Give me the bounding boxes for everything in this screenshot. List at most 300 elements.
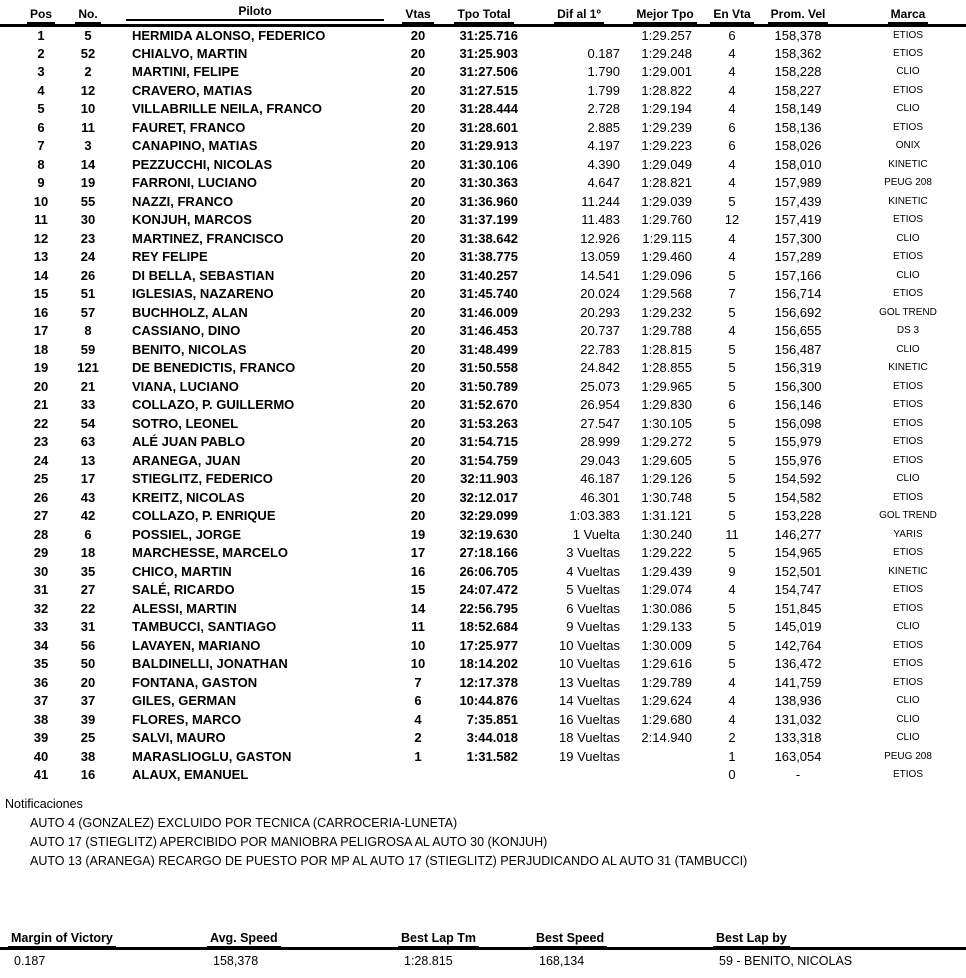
dif-al-1-cell: 46.301: [580, 489, 620, 505]
marca-cell: ETIOS: [892, 288, 923, 300]
tpo-total-cell: [440, 766, 528, 785]
piloto-cell: REY FELIPE: [132, 249, 208, 265]
table-row: [0, 710, 966, 729]
tpo-total-cell: 31:37.199: [459, 212, 518, 228]
dif-al-1-cell: 22.783: [580, 341, 620, 357]
piloto-cell: SALÉ, RICARDO: [132, 582, 235, 598]
table-row: [0, 377, 966, 396]
vtas-cell: 20: [410, 323, 426, 339]
table-row: [0, 174, 966, 193]
prom-vel-cell: 146,277: [774, 526, 822, 542]
tpo-total-cell: 31:25.716: [459, 28, 518, 43]
mejor-tpo-cell: 1:29.001: [641, 64, 692, 80]
piloto-cell: VILLABRILLE NEILA, FRANCO: [132, 101, 322, 117]
column-header-marca: Marca: [832, 2, 966, 26]
mejor-tpo-cell: 1:29.616: [641, 656, 692, 672]
mejor-tpo-cell: 1:29.049: [641, 156, 692, 172]
table-row: [0, 81, 966, 100]
piloto-cell: CHICO, MARTIN: [132, 563, 232, 579]
pos-cell: 1: [37, 28, 45, 43]
dif-al-1-cell: 13 Vueltas: [559, 674, 620, 690]
marca-cell: ETIOS: [892, 436, 923, 448]
tpo-total-cell: 31:27.515: [459, 82, 518, 98]
mejor-tpo-cell: 1:29.039: [641, 193, 692, 209]
marca-cell: ETIOS: [892, 602, 923, 614]
marca-cell: PEUG 208: [884, 750, 932, 762]
pos-cell: 6: [37, 119, 45, 135]
prom-vel-cell: 154,582: [774, 489, 822, 505]
table-row: [0, 26, 966, 45]
summary-value: 0.187: [14, 954, 46, 968]
piloto-cell: CHIALVO, MARTIN: [132, 45, 248, 61]
marca-cell: ETIOS: [892, 769, 923, 781]
prom-vel-cell: 158,136: [774, 119, 822, 135]
mejor-tpo-cell: 1:29.272: [641, 434, 692, 450]
dif-al-1-cell: 1.799: [587, 82, 620, 98]
no-cell: 50: [80, 656, 96, 672]
tpo-total-cell: 22:56.795: [459, 600, 518, 616]
no-cell: 16: [80, 767, 96, 783]
mejor-tpo-cell: 1:30.105: [641, 415, 692, 431]
mejor-tpo-cell: 1:30.009: [641, 637, 692, 653]
table-row: [0, 285, 966, 304]
tpo-total-cell: 1:31.582: [466, 748, 518, 764]
piloto-cell: MARASLIOGLU, GASTON: [132, 748, 292, 764]
prom-vel-cell: 136,472: [774, 656, 822, 672]
summary-label: Margin of Victory: [8, 931, 207, 945]
no-cell: 22: [80, 600, 96, 616]
prom-vel-cell: 156,146: [774, 397, 822, 413]
en-vta-cell: 4: [728, 101, 736, 117]
prom-vel-cell: 145,019: [774, 619, 822, 635]
column-header-en-vta: En Vta: [700, 2, 764, 26]
column-header-no: No.: [62, 2, 114, 26]
tpo-total-cell: 18:52.684: [459, 619, 518, 635]
marca-cell: ETIOS: [892, 676, 923, 688]
tpo-total-cell: 12:17.378: [459, 674, 518, 690]
mejor-tpo-cell: 1:28.822: [641, 82, 692, 98]
piloto-cell: DI BELLA, SEBASTIAN: [132, 267, 275, 283]
column-header-vtas: Vtas: [396, 2, 440, 26]
no-cell: 24: [80, 249, 96, 265]
vtas-cell: 20: [410, 156, 426, 172]
vtas-cell: 20: [410, 452, 426, 468]
tpo-total-cell: 31:50.789: [459, 378, 518, 394]
tpo-total-cell: 31:46.009: [459, 304, 518, 320]
piloto-cell: MARCHESSE, MARCELO: [132, 545, 289, 561]
piloto-cell: TAMBUCCI, SANTIAGO: [132, 619, 277, 635]
vtas-cell: 10: [410, 637, 426, 653]
table-row: [0, 673, 966, 692]
table-row: [0, 692, 966, 711]
vtas-cell: 20: [410, 249, 426, 265]
notification-item: AUTO 13 (ARANEGA) RECARGO DE PUESTO POR MP AL AUTO 17 (STIEGLITZ) PERJUDICANDO AL AUTO 31 (TAMBUCCI): [30, 854, 748, 868]
pos-cell: 35: [33, 656, 49, 672]
en-vta-cell: 4: [728, 64, 736, 80]
table-row: [0, 470, 966, 489]
tpo-total-cell: 31:48.499: [459, 341, 518, 357]
no-cell: 55: [80, 193, 96, 209]
vtas-cell: 20: [410, 230, 426, 246]
notification-item: AUTO 4 (GONZALEZ) EXCLUIDO POR TECNICA (CARROCERIA-LUNETA): [30, 816, 458, 830]
pos-cell: 7: [37, 138, 45, 154]
results-table: [0, 2, 966, 784]
vtas-cell: 17: [410, 545, 426, 561]
marca-cell: ETIOS: [892, 658, 923, 670]
pos-cell: 3: [37, 64, 45, 80]
summary-value: 158,378: [213, 954, 259, 968]
prom-vel-cell: 158,010: [774, 156, 822, 172]
piloto-cell: ARANEGA, JUAN: [132, 452, 241, 468]
pos-cell: 33: [33, 619, 49, 635]
vtas-cell: 20: [410, 64, 426, 80]
prom-vel-cell: 163,054: [774, 748, 822, 764]
column-header-mejor-tpo: Mejor Tpo: [630, 2, 700, 26]
tpo-total-cell: 32:12.017: [459, 489, 518, 505]
pos-cell: 16: [33, 304, 49, 320]
pos-cell: 40: [33, 748, 49, 764]
en-vta-cell: 6: [728, 138, 736, 154]
mejor-tpo-cell: 1:29.460: [641, 249, 692, 265]
vtas-cell: 4: [414, 711, 422, 727]
table-row: [0, 229, 966, 248]
piloto-cell: FAURET, FRANCO: [132, 119, 246, 135]
table-row: [0, 137, 966, 156]
en-vta-cell: 11: [725, 526, 739, 542]
column-header-dif-al-1: Dif al 1º: [528, 2, 630, 26]
dif-al-1-cell: 6 Vueltas: [566, 600, 620, 616]
vtas-cell: 7: [414, 674, 422, 690]
dif-al-1-cell: 20.293: [580, 304, 620, 320]
vtas-cell: 20: [410, 304, 426, 320]
pos-cell: 36: [33, 674, 49, 690]
mejor-tpo-cell: 1:29.257: [641, 28, 692, 43]
mejor-tpo-cell: 1:29.115: [642, 230, 692, 246]
piloto-cell: ALESSI, MARTIN: [132, 600, 237, 616]
en-vta-cell: 5: [728, 471, 736, 487]
table-row: [0, 544, 966, 563]
mejor-tpo-cell: 1:29.194: [641, 101, 692, 117]
notifications-section: [0, 795, 966, 871]
column-header-tpo-total: Tpo Total: [440, 2, 528, 26]
summary-value-row: [0, 950, 966, 968]
mejor-tpo-cell: 1:29.680: [641, 711, 692, 727]
no-cell: 39: [80, 711, 96, 727]
no-cell: 21: [80, 378, 96, 394]
pos-cell: 11: [34, 212, 48, 228]
piloto-cell: GILES, GERMAN: [132, 693, 237, 709]
pos-cell: 22: [33, 415, 49, 431]
no-cell: 12: [80, 82, 96, 98]
summary-value: 1:28.815: [404, 954, 453, 968]
piloto-cell: NAZZI, FRANCO: [132, 193, 234, 209]
en-vta-cell: 6: [728, 28, 736, 43]
en-vta-cell: 5: [728, 637, 736, 653]
en-vta-cell: 5: [728, 304, 736, 320]
vtas-cell: 20: [410, 341, 426, 357]
table-row: [0, 396, 966, 415]
table-row: [0, 655, 966, 674]
vtas-cell: [396, 766, 440, 785]
summary-label: Best Lap Tm: [398, 931, 533, 945]
table-row: [0, 100, 966, 119]
vtas-cell: 20: [410, 119, 426, 135]
marca-cell: ONIX: [895, 140, 921, 152]
prom-vel-cell: 153,228: [774, 508, 822, 524]
pos-cell: 29: [33, 545, 49, 561]
mejor-tpo-cell: 1:30.240: [641, 526, 692, 542]
table-row: [0, 562, 966, 581]
mejor-tpo-cell: 1:29.126: [641, 471, 692, 487]
vtas-cell: 10: [410, 656, 426, 672]
piloto-cell: FLORES, MARCO: [132, 711, 242, 727]
prom-vel-cell: 151,845: [774, 600, 822, 616]
tpo-total-cell: 31:36.960: [459, 193, 518, 209]
no-cell: 30: [80, 212, 96, 228]
tpo-total-cell: 32:11.903: [460, 471, 518, 487]
dif-al-1-cell: 12.926: [580, 230, 620, 246]
en-vta-cell: 4: [728, 230, 736, 246]
prom-vel-cell: 158,228: [774, 64, 822, 80]
dif-al-1-cell: 28.999: [580, 434, 620, 450]
en-vta-cell: 1: [728, 748, 736, 764]
en-vta-cell: 5: [728, 434, 736, 450]
vtas-cell: 6: [414, 693, 422, 709]
piloto-cell: MARTINI, FELIPE: [132, 64, 239, 80]
no-cell: 33: [80, 397, 96, 413]
mejor-tpo-cell: 1:29.760: [641, 212, 692, 228]
pos-cell: 23: [33, 434, 49, 450]
en-vta-cell: 5: [728, 360, 736, 376]
prom-vel-cell: 157,419: [774, 212, 822, 228]
en-vta-cell: 5: [728, 452, 736, 468]
no-cell: 121: [77, 360, 99, 376]
no-cell: 52: [80, 45, 96, 61]
en-vta-cell: 12: [724, 212, 740, 228]
en-vta-cell: 5: [728, 656, 736, 672]
pos-cell: 26: [33, 489, 49, 505]
no-cell: 6: [84, 526, 92, 542]
vtas-cell: 20: [410, 175, 426, 191]
no-cell: 13: [80, 452, 96, 468]
prom-vel-cell: 156,300: [774, 378, 822, 394]
no-cell: 42: [80, 508, 96, 524]
vtas-cell: 20: [410, 508, 426, 524]
en-vta-cell: 0: [728, 767, 736, 783]
mejor-tpo-cell: 1:29.133: [641, 619, 692, 635]
prom-vel-cell: 154,747: [774, 582, 822, 598]
mejor-tpo-cell: 1:29.965: [641, 378, 692, 394]
piloto-cell: MARTINEZ, FRANCISCO: [132, 230, 284, 246]
no-cell: 10: [80, 101, 96, 117]
marca-cell: ETIOS: [892, 584, 923, 596]
prom-vel-cell: 138,936: [774, 693, 822, 709]
piloto-cell: KREITZ, NICOLAS: [132, 489, 245, 505]
pos-cell: 27: [33, 508, 49, 524]
tpo-total-cell: 31:30.363: [459, 175, 518, 191]
marca-cell: CLIO: [896, 732, 920, 744]
no-cell: 2: [84, 64, 92, 80]
no-cell: 27: [80, 582, 96, 598]
summary-label: Best Speed: [533, 931, 713, 945]
piloto-cell: SOTRO, LEONEL: [132, 415, 239, 431]
tpo-total-cell: 32:29.099: [459, 508, 518, 524]
prom-vel-cell: 156,692: [774, 304, 822, 320]
prom-vel-cell: 156,319: [774, 360, 822, 376]
vtas-cell: 20: [410, 489, 426, 505]
no-cell: 20: [80, 674, 96, 690]
dif-al-1-cell: 14 Vueltas: [559, 693, 620, 709]
mejor-tpo-cell: 1:31.121: [641, 508, 692, 524]
tpo-total-cell: 26:06.705: [459, 563, 518, 579]
en-vta-cell: 6: [728, 119, 736, 135]
no-cell: 38: [80, 748, 96, 764]
piloto-cell: SALVI, MAURO: [132, 730, 226, 746]
vtas-cell: 20: [410, 212, 426, 228]
prom-vel-cell: 154,965: [774, 545, 822, 561]
dif-al-1-cell: 0.187: [587, 45, 620, 61]
piloto-cell: STIEGLITZ, FEDERICO: [132, 471, 273, 487]
table-row: [0, 63, 966, 82]
dif-al-1-cell: 25.073: [580, 378, 620, 394]
prom-vel-cell: 157,289: [774, 249, 822, 265]
en-vta-cell: 5: [728, 489, 736, 505]
table-row: [0, 747, 966, 766]
marca-cell: ETIOS: [892, 121, 923, 133]
table-row: [0, 525, 966, 544]
en-vta-cell: 4: [728, 693, 736, 709]
table-row: [0, 766, 966, 785]
no-cell: 23: [80, 230, 96, 246]
piloto-cell: ALAUX, EMANUEL: [132, 767, 249, 783]
table-row: [0, 618, 966, 637]
tpo-total-cell: 31:30.106: [459, 156, 518, 172]
table-row: [0, 192, 966, 211]
mejor-tpo-cell: 1:30.748: [641, 489, 692, 505]
vtas-cell: 19: [410, 526, 426, 542]
dif-al-1-cell: 1:03.383: [569, 508, 620, 524]
tpo-total-cell: 31:29.913: [459, 138, 518, 154]
en-vta-cell: 5: [728, 341, 736, 357]
pos-cell: 37: [33, 693, 49, 709]
en-vta-cell: 5: [728, 619, 736, 635]
marca-cell: ETIOS: [892, 47, 923, 59]
marca-cell: CLIO: [896, 473, 920, 485]
dif-al-1-cell: 46.187: [580, 471, 620, 487]
en-vta-cell: 4: [728, 156, 736, 172]
pos-cell: 34: [33, 637, 49, 653]
marca-cell: CLIO: [896, 66, 920, 78]
en-vta-cell: 4: [728, 45, 736, 61]
pos-cell: 5: [37, 101, 45, 117]
prom-vel-cell: 158,026: [774, 138, 822, 154]
marca-cell: KINETIC: [888, 158, 928, 170]
table-row: [0, 266, 966, 285]
prom-vel-cell: 155,979: [774, 434, 822, 450]
tpo-total-cell: 31:50.558: [459, 360, 518, 376]
tpo-total-cell: 31:52.670: [459, 397, 518, 413]
en-vta-cell: 4: [728, 82, 736, 98]
pos-cell: 4: [37, 82, 45, 98]
no-cell: 31: [80, 619, 96, 635]
piloto-cell: FONTANA, GASTON: [132, 674, 258, 690]
tpo-total-cell: 31:38.642: [459, 230, 518, 246]
vtas-cell: 2: [414, 730, 422, 746]
marca-cell: GOL TREND: [879, 306, 937, 318]
no-cell: 59: [80, 341, 96, 357]
marca-cell: KINETIC: [888, 565, 928, 577]
vtas-cell: 20: [410, 471, 426, 487]
prom-vel-cell: 155,976: [774, 452, 822, 468]
tpo-total-cell: 3:44.018: [466, 730, 518, 746]
prom-vel-cell: 158,362: [774, 45, 822, 61]
vtas-cell: 20: [410, 286, 426, 302]
tpo-total-cell: 7:35.851: [466, 711, 518, 727]
marca-cell: ETIOS: [892, 639, 923, 651]
no-cell: 19: [80, 175, 96, 191]
piloto-cell: ALÉ JUAN PABLO: [132, 434, 246, 450]
dif-al-1-cell: 2.728: [587, 101, 620, 117]
column-header-pos: Pos: [0, 2, 62, 26]
vtas-cell: 20: [410, 378, 426, 394]
vtas-cell: 15: [410, 582, 426, 598]
marca-cell: CLIO: [896, 621, 920, 633]
vtas-cell: 20: [410, 267, 426, 283]
vtas-cell: 20: [410, 82, 426, 98]
en-vta-cell: 6: [728, 397, 736, 413]
marca-cell: CLIO: [896, 713, 920, 725]
pos-cell: 39: [33, 730, 49, 746]
en-vta-cell: 4: [728, 249, 736, 265]
piloto-cell: FARRONI, LUCIANO: [132, 175, 257, 191]
table-row: [0, 44, 966, 63]
pos-cell: 8: [37, 156, 45, 172]
pos-cell: 2: [37, 45, 45, 61]
table-row: [0, 729, 966, 748]
no-cell: 63: [80, 434, 96, 450]
vtas-cell: 20: [410, 360, 426, 376]
en-vta-cell: 9: [728, 563, 736, 579]
marca-cell: KINETIC: [888, 362, 928, 374]
prom-vel-cell: 156,655: [774, 323, 822, 339]
summary-value: 59 - BENITO, NICOLAS: [719, 954, 853, 968]
no-cell: 25: [80, 730, 96, 746]
results-body: [0, 26, 966, 785]
prom-vel-cell: 156,098: [774, 415, 822, 431]
marca-cell: PEUG 208: [884, 177, 932, 189]
mejor-tpo-cell: 1:29.222: [641, 545, 692, 561]
en-vta-cell: 4: [728, 711, 736, 727]
pos-cell: 17: [33, 323, 49, 339]
dif-al-1-cell: 4.197: [587, 138, 620, 154]
en-vta-cell: 7: [728, 286, 736, 302]
dif-al-1-cell: 20.024: [580, 286, 620, 302]
piloto-cell: COLLAZO, P. GUILLERMO: [132, 397, 295, 413]
vtas-cell: 16: [410, 563, 426, 579]
marca-cell: ETIOS: [892, 30, 923, 41]
race-results-report: [0, 2, 966, 978]
piloto-cell: VIANA, LUCIANO: [132, 378, 239, 394]
piloto-cell: IGLESIAS, NAZARENO: [132, 286, 274, 302]
mejor-tpo-cell: 1:29.248: [641, 45, 692, 61]
no-cell: 26: [80, 267, 96, 283]
no-cell: 14: [80, 156, 96, 172]
mejor-tpo-cell: 1:29.830: [641, 397, 692, 413]
marca-cell: GOL TREND: [879, 510, 937, 522]
vtas-cell: 20: [410, 138, 426, 154]
tpo-total-cell: 32:19.630: [459, 526, 518, 542]
dif-al-1-cell: 27.547: [580, 415, 620, 431]
